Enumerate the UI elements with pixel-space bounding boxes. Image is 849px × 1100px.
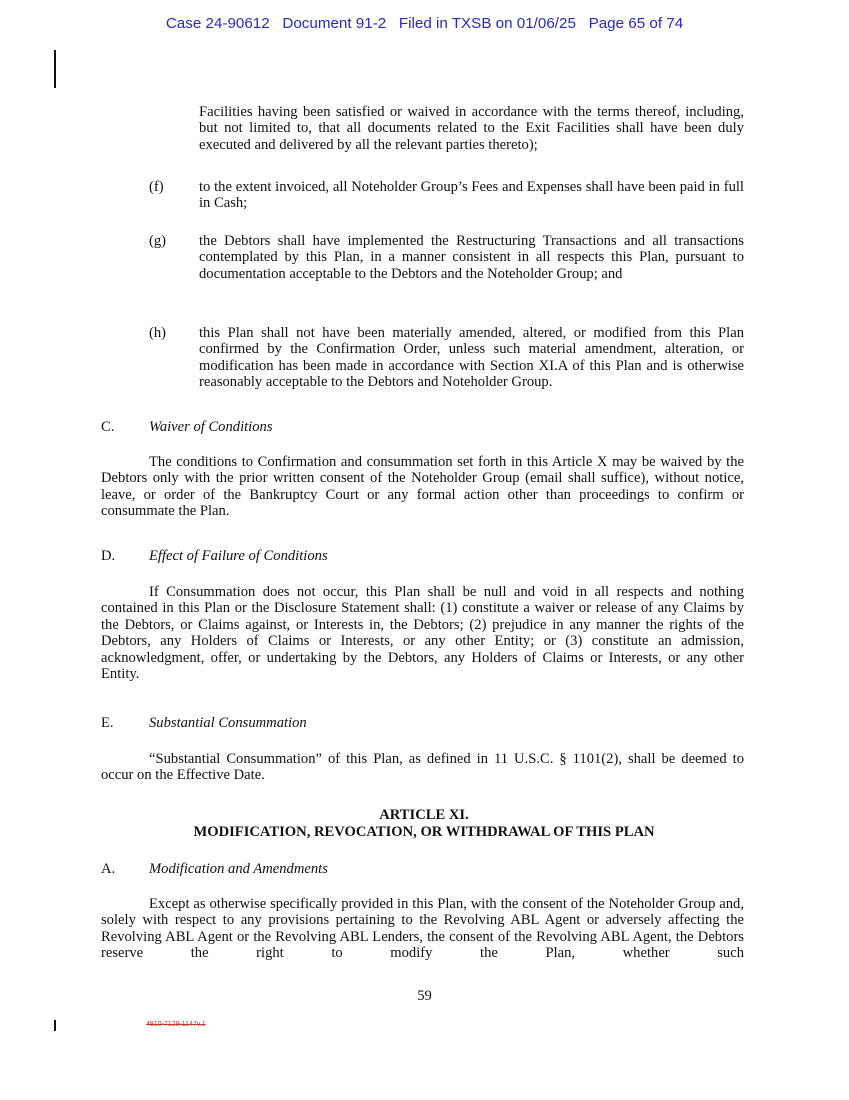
continuation-paragraph: Facilities having been satisfied or waived in accordance with the terms thereof, including, but not limited to, that all documents related to the Exit Facilities shall have been duly executed and delivered by all the relevant parties thereto);	[199, 104, 744, 153]
article-number: ARTICLE XI.	[379, 807, 469, 823]
filing-info: Filed in TXSB on 01/06/25	[398, 15, 576, 32]
change-bar-top	[54, 50, 56, 88]
section-letter-d: D.	[101, 548, 116, 564]
section-title-failure: Effect of Failure of Conditions	[149, 548, 328, 564]
item-text-h: this Plan shall not have been materially amended, altered, or modified from this Plan confirmed by the Confirmation Order, unless such material amendment, alteration, or modification has been made in accordance with Section XI.A of this Plan and is otherwise reasonably acceptable to the Debtors and Noteholder Group.	[199, 325, 744, 391]
item-text-f: to the extent invoiced, all Noteholder Group’s Fees and Expenses shall have been paid in full in Cash;	[199, 179, 744, 212]
page-number: 59	[417, 988, 432, 1004]
item-label-h: (h)	[149, 325, 167, 341]
article-heading	[100, 807, 748, 841]
item-label-f: (f)	[149, 179, 164, 195]
section-letter-a: A.	[101, 861, 116, 877]
section-body-waiver: The conditions to Confirmation and consummation set forth in this Article X may be waived by the Debtors only with the prior written consent of the Noteholder Group (email shall suffice), without notice, leave, or order of the Bankruptcy Court or any formal action other than proceedings to confirm or consummate the Plan.	[101, 454, 744, 520]
article-title: MODIFICATION, REVOCATION, OR WITHDRAWAL OF THIS PLAN	[193, 824, 655, 840]
section-body-substantial: “Substantial Consummation” of this Plan, as defined in 11 U.S.C. § 1101(2), shall be deemed to occur on the Effective Date.	[101, 751, 744, 784]
section-body-failure: If Consummation does not occur, this Plan shall be null and void in all respects and nothing contained in this Plan or the Disclosure Statement shall: (1) constitute a waiver or release of any Claims by the Debtors, or Claims against, or Interests in, the Debtors; (2) prejudice in any manner the rights of the Debtors, any Holders of Claims or Interests, or any other Entity; or (3) constitute an admission, acknowledgment, offer, or undertaking by the Debtors, any Holders of Claims or Interests, or any other Entity.	[101, 584, 744, 683]
section-title-modification: Modification and Amendments	[149, 861, 328, 877]
section-letter-e: E.	[101, 715, 114, 731]
case-number: Case 24-90612	[165, 15, 270, 32]
document-number: Document 91-2	[282, 15, 387, 32]
change-bar-bottom	[54, 1020, 56, 1031]
filing-header	[0, 15, 849, 32]
document-id: 4910-7129-1147v.1	[146, 1021, 206, 1028]
page-info: Page 65 of 74	[588, 15, 684, 32]
section-body-modification: Except as otherwise specifically provided in this Plan, with the consent of the Noteholder Group and, solely with respect to any provisions pertaining to the Revolving ABL Agent or adversely affecting the Revolving ABL Agent or the Revolving ABL Lenders, the consent of the Revolving ABL Agent, the Debtors reserve the right to modify the Plan, whether such	[101, 896, 744, 962]
section-title-substantial: Substantial Consummation	[149, 715, 307, 731]
item-text-g: the Debtors shall have implemented the Restructuring Transactions and all transactions contemplated by this Plan, in a manner consistent in all respects this Plan, pursuant to documentation acceptable to the Debtors and the Noteholder Group; and	[199, 233, 744, 282]
item-label-g: (g)	[149, 233, 167, 249]
section-title-waiver: Waiver of Conditions	[149, 419, 273, 435]
section-letter-c: C.	[101, 419, 115, 435]
